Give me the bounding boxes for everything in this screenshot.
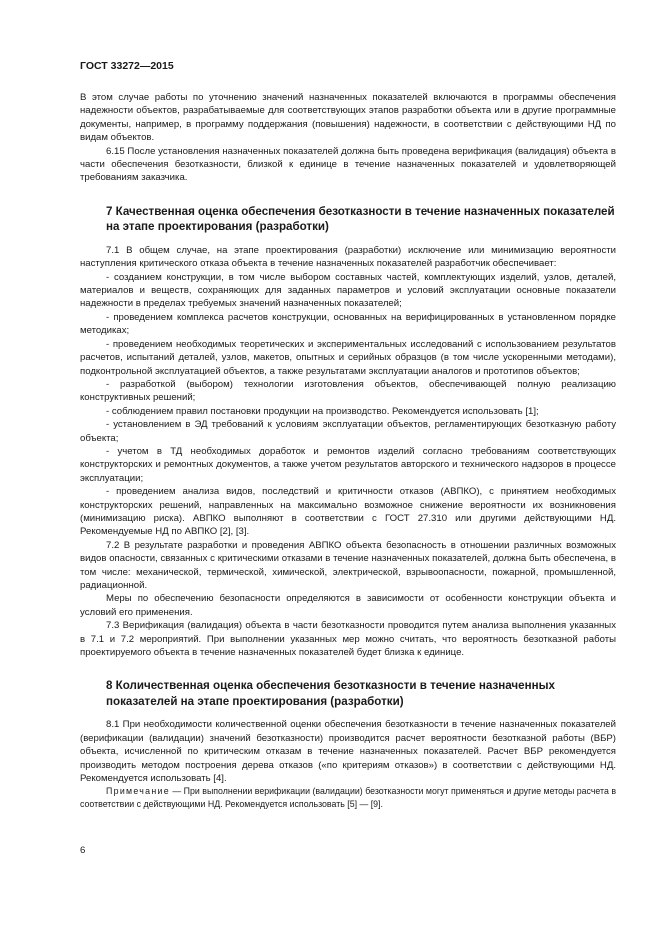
- list-item: - проведением анализа видов, последствий и критичности отказов (АВПКО), с принятием необходимых конструкторских решений, направленных на максимально возможное снижение вероятности их возникновения (минимизацию риска). АВПКО выполняют в соответствии с ГОСТ 27.310 или другими действующими НД. Рекомендуемые НД по АВПКО [2], [3].: [80, 486, 616, 538]
- paragraph: В этом случае работы по уточнению значений назначенных показателей включаются в программы обеспечения надежности объектов, разрабатываемые для соответствующих этапов разработки объекта или в другие программные документы, например, в программу поддержания (повышения) надежности, в соответствии с действующими НД по видам объектов.: [80, 92, 616, 144]
- document-body: [80, 91, 616, 810]
- list-item: - установлением в ЭД требований к условиям эксплуатации объектов, регламентирующих безотказную работу объекта;: [80, 419, 616, 444]
- paragraph: 7.3 Верификация (валидация) объекта в части безотказности проводится путем анализа выполнения указанных в 7.1 и 7.2 мероприятий. При выполнении указанных мер можно считать, что вероятность безотказной работы проектируемого объекта в течение назначенных показателей будет близка к единице.: [80, 620, 616, 659]
- paragraph: 8.1 При необходимости количественной оценки обеспечения безотказности в течение назначенных показателей (верификации (валидации) значений безотказности) производится расчет вероятности безотказной работы (ВБР) объекта, исчисленной по критическим отказам в течение назначенных показателей. Расчет ВБР рекомендуется производить методом построения дерева отказов («по критериям отказов») в соответствии с действующими НД. Рекомендуется использовать [4].: [80, 719, 616, 785]
- list-item: - соблюдением правил постановки продукции на производство. Рекомендуется использовать [1];: [106, 405, 539, 417]
- page-number: 6: [80, 845, 86, 856]
- section-8-heading: 8 Количественная оценка обеспечения безотказности в течение назначенных показателей на этапе проектирования (разработки): [106, 679, 555, 708]
- list-item: - разработкой (выбором) технологии изготовления объектов, обеспечивающей полную реализацию конструктивных решений;: [80, 378, 616, 404]
- paragraph: 7.1 В общем случае, на этапе проектирования (разработки) исключение или минимизацию вероятности наступления критического отказа объекта в течение назначенных показателей разработчик обеспечивает:: [80, 244, 616, 270]
- paragraph: 7.2 В результате разработки и проведения АВПКО объекта безопасность в отношении различных возможных видов опасности, связанных с критическими отказами в течение назначенных показателей, должна быть обеспечена, в том числе: механической, термической, химической, электрической, взрывоопасности, пожарной, промышленной, радиационной.: [80, 539, 616, 591]
- note-text: — При выполнении верификации (валидации) безотказности могут применяться и другие методы расчета в соответствии с действующими НД. Рекомендуется использовать [5] — [9].: [80, 786, 616, 809]
- section-7-heading: 7 Качественная оценка обеспечения безотказности в течение назначенных показателей на этапе проектирования (разработки): [106, 204, 615, 234]
- list-item: - проведением комплекса расчетов конструкции, основанных на верифицированных в установленном порядке методиках;: [80, 311, 616, 337]
- note: [80, 785, 616, 809]
- note-label: Примечание: [106, 786, 170, 797]
- list-item: - проведением необходимых теоретических и экспериментальных исследований с использованием результатов расчетов, испытаний деталей, узлов, макетов, опытных и серийных образцов (в том числе ускоренными методами), подконтрольной эксплуатацией объектов, а также результатами эксплуатации аналогов и прототипов объектов;: [80, 338, 616, 377]
- list-item: - учетом в ТД необходимых доработок и ремонтов изделий согласно требованиям соответствующих конструкторских и ремонтных документов, а также учетом результатов авторского и технического надзоров в процессе эксплуатации;: [80, 445, 616, 484]
- paragraph: Меры по обеспечению безопасности определяются в зависимости от особенности конструкции объекта и условий его применения.: [80, 593, 616, 618]
- document-header: ГОСТ 33272—2015: [80, 60, 174, 72]
- list-item: - созданием конструкции, в том числе выбором составных частей, комплектующих изделий, узлов, деталей, материалов и веществ, сохраняющих для заданных параметров и условий эксплуатации основные показатели надежности в пределах требуемых значений назначенных показателей;: [80, 271, 616, 310]
- paragraph: 6.15 После установления назначенных показателей должна быть проведена верификация (валидация) объекта в части обеспечения безотказности, близкой к единице в течение назначенных показателей и удовлетворяющей требованиям заказчика.: [80, 145, 616, 184]
